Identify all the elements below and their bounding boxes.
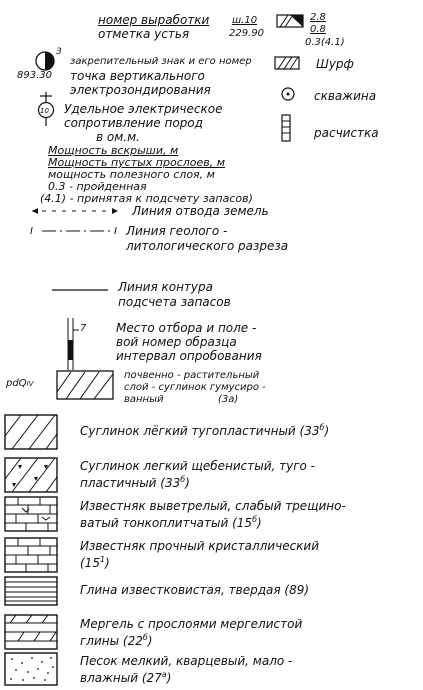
legend-swatch-weathered-limestone <box>4 496 58 532</box>
legend-swatch-crystalline-limestone <box>4 537 58 573</box>
land-allocation-label: Линия отвода земель <box>132 204 269 218</box>
thickness-label-2: Мощность пустых прослоев, м <box>48 156 226 169</box>
sample-label-3: интервал опробования <box>116 349 262 363</box>
legend-6-line2: глины (22 <box>80 634 143 648</box>
reserve-contour-line-symbol <box>52 287 108 293</box>
legend-swatch-gravelly-loam <box>4 457 58 493</box>
legend-3-tail: ) <box>257 516 262 530</box>
pit-hatch-symbol <box>276 14 304 28</box>
benchmark-icon <box>34 50 56 72</box>
legend-3-line2: ватый тонкоплитчатый (15 <box>80 516 253 530</box>
legend-swatch-fine-sand <box>4 652 58 686</box>
sample-point-symbol <box>64 318 80 374</box>
legend-1-text: Суглинок лёгкий тугопластичный (33 <box>80 424 320 438</box>
soil-label-4: (3а) <box>218 394 239 405</box>
shurf-label: Шурф <box>316 57 354 71</box>
thickness-label-5: (4.1) - принятая к подсчету запасов) <box>40 192 253 205</box>
legend-4-tail: ) <box>105 556 110 570</box>
borehole-icon <box>280 86 296 102</box>
header-fraction-2: 0.8 <box>310 24 326 35</box>
header-code-top: ш.10 <box>232 15 258 26</box>
clearing-icon <box>280 114 292 144</box>
section-mark-left: I <box>30 226 33 237</box>
legend-6-tail: ) <box>147 634 153 648</box>
clearing-label: расчистка <box>314 126 379 140</box>
legend-1-sup: б <box>319 423 325 432</box>
legend-7-tail: ) <box>166 671 172 685</box>
legend-3-line1: Известняк выветрелый, слабый трещино- <box>80 499 346 513</box>
benchmark-label-2: точка вертикального <box>70 69 205 83</box>
header-label-collar-elevation: отметка устья <box>98 27 190 41</box>
sample-label-1: Место отбора и поле - <box>116 321 257 335</box>
shurf-icon <box>274 56 300 70</box>
legend-7-line2-wrap <box>80 669 171 684</box>
header-fraction-3: 0.3(4.1) <box>305 37 345 48</box>
benchmark-label-3: электрозондирования <box>70 83 211 97</box>
legend-3-sup: б <box>252 515 257 524</box>
legend-4-line2: (15 <box>80 556 100 570</box>
thickness-label-4: 0.3 - пройденная <box>48 180 147 193</box>
geo-section-line-symbol <box>42 226 110 236</box>
benchmark-label-1: закрепительный знак и его номер <box>70 56 252 67</box>
soil-label-3: ванный <box>124 394 164 405</box>
header-code-bottom: 229.90 <box>229 28 264 39</box>
resistivity-label-3: в ом.м. <box>96 130 140 144</box>
legend-swatch-calcareous-clay <box>4 576 58 606</box>
legend-swatch-light-loam <box>4 414 58 450</box>
legend-4-line2-wrap <box>80 554 110 569</box>
soil-code-main: pdQ <box>6 378 27 389</box>
thickness-label-3: мощность полезного слоя, м <box>48 168 215 181</box>
thickness-label-1: Мощность вскрыши, м <box>48 144 179 157</box>
legend-6-sup: б <box>142 633 148 642</box>
legend-2-line2: пластичный (33 <box>80 476 181 490</box>
legend-4-line1: Известняк прочный кристаллический <box>80 539 320 553</box>
legend-text-light-loam <box>80 422 329 437</box>
soil-layer-symbol <box>56 370 114 400</box>
sample-label-2: вой номер образца <box>116 335 237 349</box>
legend-3-line2-wrap <box>80 514 262 529</box>
soil-label-1: почвенно - растительный <box>124 370 260 381</box>
geo-section-label-2: литологического разреза <box>126 239 289 253</box>
soil-code-sub: IV <box>26 380 34 388</box>
legend-7-line2: влажный (27 <box>80 671 162 685</box>
section-mark-right: I <box>114 226 117 237</box>
legend-7-line1: Песок мелкий, кварцевый, мало - <box>80 654 293 668</box>
header-fraction-1: 2.8 <box>310 12 326 23</box>
sample-number: 7 <box>80 323 87 334</box>
legend-2-sup: б <box>180 475 186 484</box>
geo-section-label-1: Линия геолого - <box>126 224 228 238</box>
legend-5-line1: Глина известковистая, твердая (89) <box>80 583 310 597</box>
resistivity-label-1: Удельное электрическое <box>64 102 223 116</box>
legend-2-line2-wrap <box>80 474 190 489</box>
benchmark-code: 893.30 <box>17 70 52 81</box>
borehole-label: скважина <box>314 89 377 103</box>
reserve-contour-label-2: подсчета запасов <box>118 295 231 309</box>
reserve-contour-label-1: Линия контура <box>118 280 213 294</box>
legend-2-line1: Суглинок легкий щебенистый, туго - <box>80 459 316 473</box>
resistivity-label-2: сопротивление пород <box>64 116 203 130</box>
legend-2-tail: ) <box>185 476 190 490</box>
legend-4-sup: 1 <box>99 555 106 564</box>
resistivity-value: 10 <box>40 107 49 115</box>
legend-1-tail: ) <box>324 424 330 438</box>
land-allocation-line-symbol <box>30 206 120 216</box>
legend-swatch-marl <box>4 614 58 650</box>
legend-7-sup: а <box>161 670 167 679</box>
soil-label-2: слой - суглинок гумусиро - <box>124 382 266 393</box>
benchmark-superscript: 3 <box>56 47 62 57</box>
legend-6-line2-wrap <box>80 632 152 647</box>
header-label-mine-number: номер выработки <box>98 13 210 27</box>
legend-6-line1: Мергель с прослоями мергелистой <box>80 617 303 631</box>
soil-code <box>6 378 33 390</box>
